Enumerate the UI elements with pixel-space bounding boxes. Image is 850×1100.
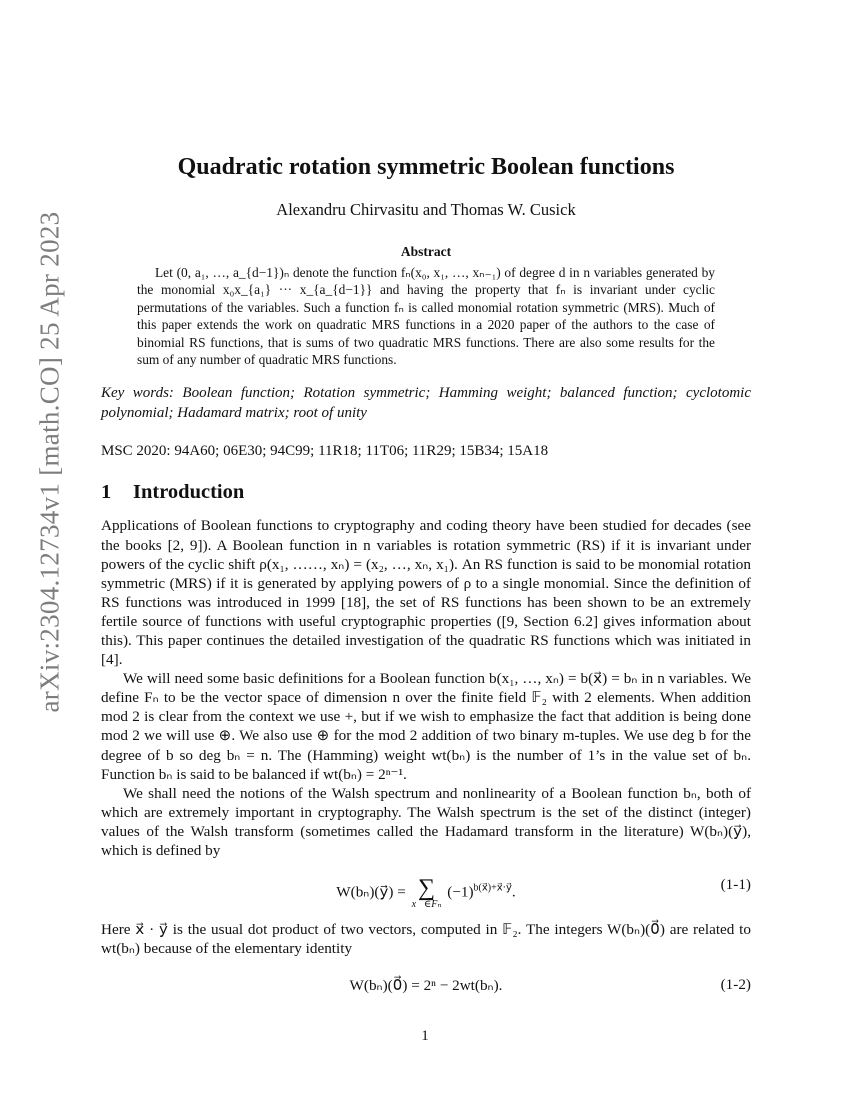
msc-classification: MSC 2020: 94A60; 06E30; 94C99; 11R18; 11T06; 11R29; 15B34; 15A18 [101, 443, 549, 460]
abstract-heading: Abstract [400, 244, 452, 259]
equation-1-tail: . [511, 883, 516, 901]
intro-paragraph-2: We will need some basic definitions for a Boolean function b(x₁, …, xₙ) = b(x⃗) = bₙ in n variables. We define Fₙ to be the vector space of dimension n over the finite field 𝔽₂ with 2 elements. When addition mod 2 is clear from the context we use +, but if we wish to emphasize the fact that addition is being done mod 2 we will use ⊕. We also use ⊕ for the mod 2 addition of two binary m-tuples. We use deg b for the degree of b so deg bₙ = n. The (Hamming) weight wt(bₙ) is the number of 1’s in the value set of bₙ. Function bₙ is said to be balanced if wt(bₙ) = 2ⁿ⁻¹. [101, 670, 751, 783]
arxiv-stamp-text: arXiv:2304.12734v1 [math.CO] 25 Apr 2023 [34, 211, 65, 713]
page-number: 1 [421, 1028, 429, 1044]
equation-2-tag: (1-2) [720, 976, 751, 994]
equation-1-exponent: b(x⃗)+x⃗·y⃗ [473, 882, 512, 894]
equation-1-formula [101, 876, 751, 910]
summation-limit: x⃗∈Fₙ [411, 899, 442, 911]
equation-1-rhs: (−1) [447, 883, 474, 901]
equation-1-lhs: W(bₙ)(y⃗) = [336, 883, 406, 901]
keywords: Key words: Boolean function; Rotation symmetric; Hamming weight; balanced function; cyclotomic polynomial; Hadamard matrix; root of unity [101, 385, 751, 422]
equation-1-tag: (1-1) [720, 876, 751, 894]
summation-sign: ∑ [417, 875, 436, 902]
author-list: Alexandru Chirvasitu and Thomas W. Cusick [276, 200, 576, 219]
section-number: 1 [101, 481, 112, 504]
intro-paragraph-3: We shall need the notions of the Walsh spectrum and nonlinearity of a Boolean function bₙ, both of which are extremely important in cryptography. The Walsh spectrum is the set of the distinct (integer) values of the Walsh transform (sometimes called the Hadamard transform in the literature) W(bₙ)(y⃗), which is defined by [101, 784, 751, 860]
equation-2-formula: W(bₙ)(0⃗) = 2ⁿ − 2wt(bₙ). [349, 977, 503, 995]
paper-page [101, 150, 751, 1004]
equation-walsh-transform [101, 870, 751, 911]
section-title: Introduction [133, 481, 245, 504]
paragraph-after-equation-1: Here x⃗ · y⃗ is the usual dot product of two vectors, computed in 𝔽₂. The integers W(bₙ)(0⃗) are related to wt(bₙ) because of the elementary identity [101, 921, 751, 958]
paper-title: Quadratic rotation symmetric Boolean functions [177, 154, 675, 180]
intro-paragraph-1: Applications of Boolean functions to cryptography and coding theory have been studied for decades (see the books [2, 9]). A Boolean function in n variables is rotation symmetric (RS) if it is invariant under powers of the cyclic shift ρ(x₁, ……, xₙ) = (x₂, …, xₙ, x₁). An RS function is said to be monomial rotation symmetric (MRS) if it is generated by applying powers of ρ to a single monomial. Since the definition of RS functions was introduced in 1999 [18], the set of RS functions has been shown to be an extremely fertile source of functions with useful cryptographic properties ([9, Section 6.2] gives information about this). This paper continues the detailed investigation of the quadratic RS functions which was initiated in [4]. [101, 517, 751, 669]
summation [412, 876, 442, 910]
section-heading [101, 481, 751, 504]
equation-identity [101, 970, 751, 996]
abstract-text: Let (0, a₁, …, a_{d−1})ₙ denote the function fₙ(x₀, x₁, …, xₙ₋₁) of degree d in n variables generated by the monomial x₀x_{a₁} ··· x_{a_{d−1}} and having the property that fₙ is invariant under cyclic permutations of the variables. Such a function fₙ is called monomial rotation symmetric (MRS). Much of this paper extends the work on quadratic MRS functions in a 2020 paper of the authors to the case of binomial RS functions, that is sums of two quadratic MRS functions. There are also some results for the sum of any number of quadratic MRS functions. [137, 265, 715, 368]
